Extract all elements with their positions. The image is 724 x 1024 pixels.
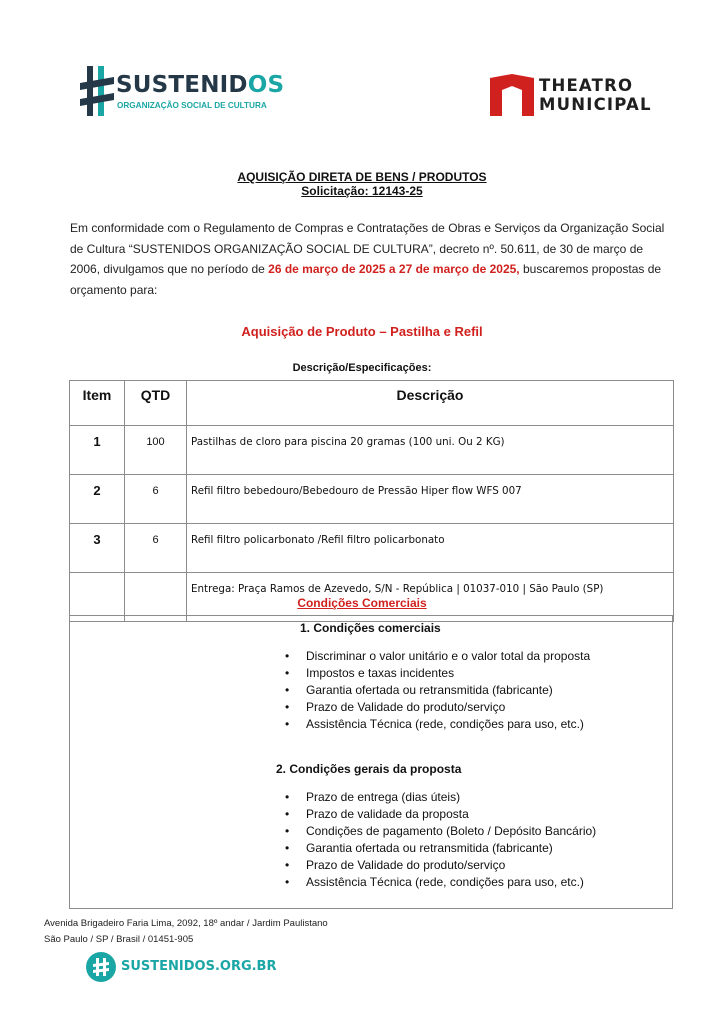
item-qtd: 6 (125, 475, 187, 524)
header-qtd: QTD (125, 381, 187, 426)
table-row (70, 475, 674, 524)
footer-address-line1: Avenida Brigadeiro Faria Lima, 2092, 18º andar / Jardim Paulistano (44, 918, 328, 929)
item-description: Refil filtro policarbonato /Refil filtro policarbonato (187, 524, 674, 573)
sustenidos-logo (80, 66, 285, 116)
bullet-icon: • (285, 824, 290, 838)
footer-url[interactable]: SUSTENIDOS.ORG.BR (121, 959, 277, 974)
bullet-icon: • (285, 717, 290, 731)
item-number: 3 (70, 524, 125, 573)
product-heading: Aquisição de Produto – Pastilha e Refil (241, 324, 483, 339)
hashtag-circle-icon (86, 952, 116, 982)
bullet-icon: • (285, 858, 290, 872)
solicitation-number: Solicitação: 12143-25 (301, 184, 423, 198)
items-table (69, 380, 674, 622)
specifications-heading: Descrição/Especificações: (292, 362, 432, 374)
bullet-icon: • (285, 683, 290, 697)
theatro-municipal-logo (490, 74, 655, 116)
bullet-icon: • (285, 649, 290, 663)
item-qtd: 6 (125, 524, 187, 573)
item-number: 2 (70, 475, 125, 524)
footer-address-line2: São Paulo / SP / Brasil / 01451-905 (44, 934, 194, 945)
section2-list (283, 789, 596, 891)
header-descricao: Descrição (187, 381, 674, 426)
list-item: • Garantia ofertada ou retransmitida (fabricante) (285, 683, 553, 697)
list-item: • Prazo de validade da proposta (285, 807, 469, 821)
section1-list (283, 648, 590, 733)
theatro-line1: THEATRO (539, 76, 634, 95)
item-number: 1 (70, 426, 125, 475)
theatro-arch-logo-icon (490, 74, 534, 116)
bullet-icon: • (285, 666, 290, 680)
table-row (70, 524, 674, 573)
item-description: Refil filtro bebedouro/Bebedouro de Pressão Hiper flow WFS 007 (187, 475, 674, 524)
list-item: • Impostos e taxas incidentes (285, 666, 455, 680)
conditions-heading: Condições Comerciais (297, 596, 427, 610)
item-description: Pastilhas de cloro para piscina 20 gramas (100 uni. Ou 2 KG) (187, 426, 674, 475)
footer-logo (86, 952, 286, 982)
table-row (70, 426, 674, 475)
list-item: • Discriminar o valor unitário e o valor total da proposta (285, 649, 591, 663)
list-item: • Assistência Técnica (rede, condições para uso, etc.) (285, 875, 584, 889)
bullet-icon: • (285, 790, 290, 804)
list-item: • Condições de pagamento (Boleto / Depósito Bancário) (285, 824, 597, 838)
section2-title: 2. Condições gerais da proposta (276, 762, 462, 776)
section1-title: 1. Condições comerciais (300, 621, 441, 635)
period-dates: 26 de março de 2025 a 27 de março de 2025, (268, 262, 520, 276)
bullet-icon: • (285, 875, 290, 889)
list-item: • Garantia ofertada ou retransmitida (fabricante) (285, 841, 553, 855)
list-item: • Prazo de Validade do produto/serviço (285, 700, 506, 714)
sustenidos-subtitle: ORGANIZAÇÃO SOCIAL DE CULTURA (117, 101, 267, 110)
bullet-icon: • (285, 807, 290, 821)
list-item: • Assistência Técnica (rede, condições para uso, etc.) (285, 717, 584, 731)
item-qtd: 100 (125, 426, 187, 475)
bullet-icon: • (285, 700, 290, 714)
delivery-address: Entrega: Praça Ramos de Azevedo, S/N - República | 01037-010 | São Paulo (SP) (187, 573, 674, 622)
document-title: AQUISIÇÃO DIRETA DE BENS / PRODUTOS (237, 170, 487, 184)
table-header-row (70, 381, 674, 426)
intro-paragraph: Em conformidade com o Regulamento de Compras e Contratações de Obras e Serviços da Organização Social de Cultura “SUSTENIDOS ORGANIZAÇÃO SOCIAL DE CULTURA”, decreto nº. 50.611, de 30 de março de 2006, divulgamos que no período de 26 de março de 2025 a 27 de março de 2025, buscaremos propostas de orçamento para: (70, 221, 665, 297)
list-item: • Prazo de entrega (dias úteis) (285, 790, 461, 804)
bullet-icon: • (285, 841, 290, 855)
sustenidos-wordmark: SUSTENIDOS (116, 72, 285, 98)
list-item: • Prazo de Validade do produto/serviço (285, 858, 506, 872)
hashtag-logo-icon (80, 66, 114, 116)
header-item: Item (70, 381, 125, 426)
theatro-line2: MUNICIPAL (539, 95, 652, 114)
